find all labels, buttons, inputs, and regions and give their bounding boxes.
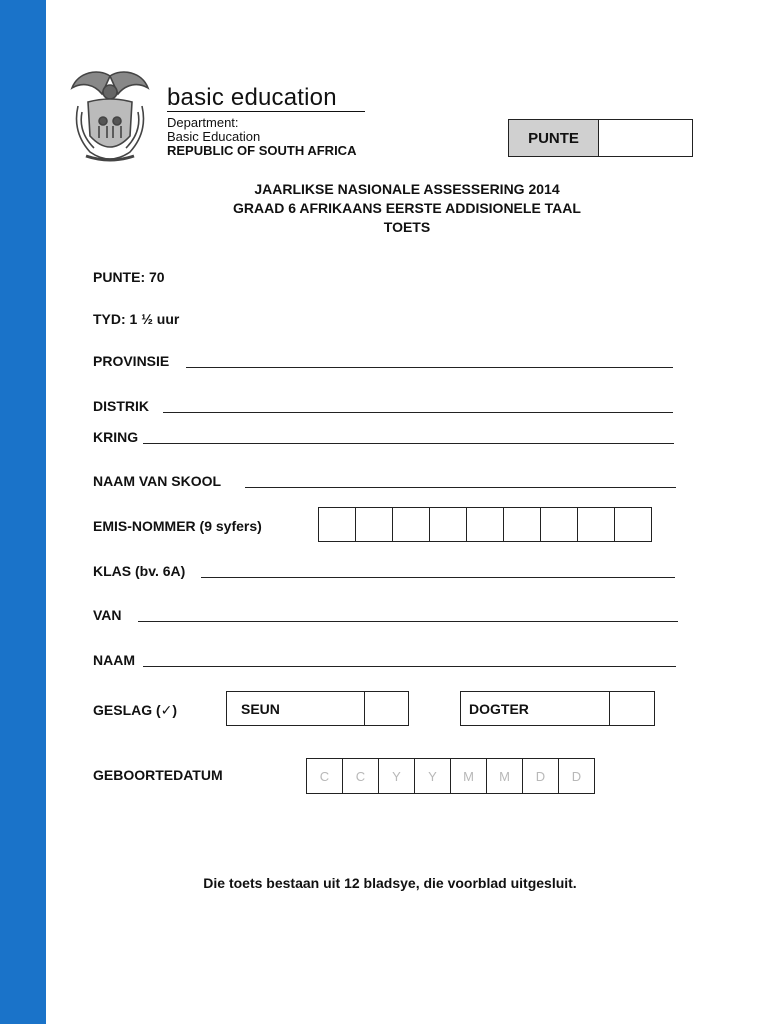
emis-digit-box[interactable]	[466, 507, 504, 542]
gender-boy-checkbox[interactable]	[365, 692, 408, 725]
school-label: NAAM VAN SKOOL	[93, 473, 222, 489]
district-field[interactable]	[163, 412, 673, 413]
country-name: REPUBLIC OF SOUTH AFRICA	[167, 143, 357, 158]
score-label: PUNTE	[509, 120, 599, 156]
gender-label: GESLAG (✓)	[93, 702, 178, 718]
emis-number-boxes	[318, 507, 652, 542]
birthdate-year-box[interactable]: Y	[378, 758, 415, 794]
logo-underline	[167, 111, 365, 112]
birthdate-day-box[interactable]: D	[522, 758, 559, 794]
gender-option-boy	[226, 691, 409, 726]
emis-digit-box[interactable]	[429, 507, 467, 542]
birthdate-day-box[interactable]: D	[558, 758, 595, 794]
emis-label: EMIS-NOMMER (9 syfers)	[93, 518, 262, 534]
total-marks: PUNTE: 70	[93, 269, 165, 285]
class-label: KLAS (bv. 6A)	[93, 563, 186, 579]
logo-title: basic education	[167, 84, 337, 111]
birthdate-label: GEBOORTEDATUM	[93, 767, 223, 783]
score-input[interactable]	[599, 120, 692, 156]
page-count-note: Die toets bestaan uit 12 bladsye, die voorblad uitgesluit.	[203, 875, 577, 891]
school-field[interactable]	[245, 487, 676, 488]
province-field[interactable]	[186, 367, 673, 368]
birthdate-year-box[interactable]: Y	[414, 758, 451, 794]
birthdate-century-box[interactable]: C	[342, 758, 379, 794]
surname-field[interactable]	[138, 621, 678, 622]
title-line-1: JAARLIKSE NASIONALE ASSESSERING 2014	[254, 181, 560, 197]
title-line-3: TOETS	[383, 219, 431, 235]
emis-digit-box[interactable]	[392, 507, 430, 542]
circuit-field[interactable]	[143, 443, 674, 444]
emis-digit-box[interactable]	[318, 507, 356, 542]
gender-girl-label: DOGTER	[461, 692, 610, 725]
district-label: DISTRIK	[93, 398, 149, 414]
class-field[interactable]	[201, 577, 675, 578]
circuit-label: KRING	[93, 429, 139, 445]
coat-of-arms-icon	[68, 66, 152, 168]
department-label: Department:	[167, 115, 239, 130]
name-field[interactable]	[143, 666, 676, 667]
birthdate-boxes	[306, 758, 595, 794]
surname-label: VAN	[93, 607, 122, 623]
emis-digit-box[interactable]	[503, 507, 541, 542]
emis-digit-box[interactable]	[355, 507, 393, 542]
gender-boy-label: SEUN	[227, 692, 365, 725]
province-label: PROVINSIE	[93, 353, 170, 369]
emis-digit-box[interactable]	[577, 507, 615, 542]
score-box	[508, 119, 693, 157]
birthdate-century-box[interactable]: C	[306, 758, 343, 794]
side-bar	[0, 0, 46, 1024]
emis-digit-box[interactable]	[540, 507, 578, 542]
department-name: Basic Education	[167, 129, 261, 144]
emis-digit-box[interactable]	[614, 507, 652, 542]
birthdate-month-box[interactable]: M	[450, 758, 487, 794]
time-allowed: TYD: 1 ½ uur	[93, 311, 180, 327]
title-line-2: GRAAD 6 AFRIKAANS EERSTE ADDISIONELE TAAL	[233, 200, 581, 216]
gender-girl-checkbox[interactable]	[610, 692, 654, 725]
name-label: NAAM	[93, 652, 135, 668]
birthdate-month-box[interactable]: M	[486, 758, 523, 794]
gender-option-girl	[460, 691, 655, 726]
